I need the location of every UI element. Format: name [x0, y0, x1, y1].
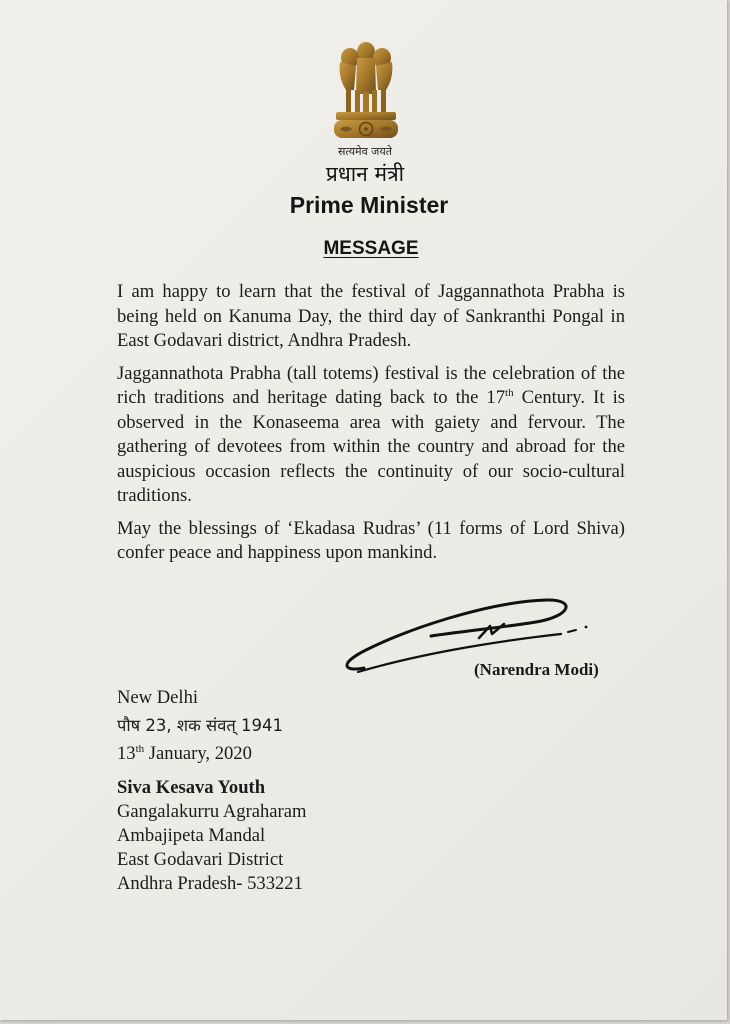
- date-day-superscript: th: [135, 742, 145, 755]
- place: New Delhi: [117, 687, 199, 708]
- paragraph-1: I am happy to learn that the festival of Jaggannathota Prabha is being held on Kanuma Day, the third day of Sankranthi Pongal in East Godavari district, Andhra Pradesh.: [117, 281, 625, 351]
- recipient-address: [117, 776, 306, 896]
- recipient-name: Siva Kesava Youth: [117, 777, 266, 798]
- date-day: 13: [117, 743, 136, 764]
- place-and-date: [117, 684, 283, 768]
- address-line-2: Ambajipeta Mandal: [117, 825, 266, 846]
- signatory-name: (Narendra Modi): [474, 660, 599, 679]
- paragraph-2: [117, 362, 625, 509]
- date-english: [117, 740, 283, 768]
- date-month-year: January, 2020: [144, 743, 252, 764]
- paragraph-2-text-a: Jaggannathota Prabha (tall totems) festival is the celebration of the rich traditions and heritage dating back to the 17: [117, 362, 625, 408]
- date-hindi: पौष 23, शक संवत् 1941: [117, 716, 284, 735]
- message-body: [117, 280, 625, 574]
- message-heading: MESSAGE: [323, 238, 419, 259]
- address-line-4: Andhra Pradesh- 533221: [117, 873, 303, 894]
- paragraph-2-superscript: th: [505, 386, 514, 399]
- office-title-english: Prime Minister: [289, 192, 449, 218]
- paragraph-3: May the blessings of ‘Ekadasa Rudras’ (11 forms of Lord Shiva) confer peace and happiness upon mankind.: [117, 517, 625, 563]
- paragraph-2-text-b: Century. It is observed in the Konaseema area with gaiety and fervour. The gathering of devotees from within the country and abroad for the auspicious occasion reflects the continuity of our socio-cultural traditions.: [117, 387, 625, 506]
- emblem-motto: सत्यमेव जयते: [337, 145, 392, 158]
- address-line-3: East Godavari District: [117, 849, 284, 870]
- office-title-hindi: प्रधान मंत्री: [325, 162, 405, 186]
- address-line-1: Gangalakurru Agraharam: [117, 801, 307, 822]
- national-emblem-icon: [326, 38, 406, 142]
